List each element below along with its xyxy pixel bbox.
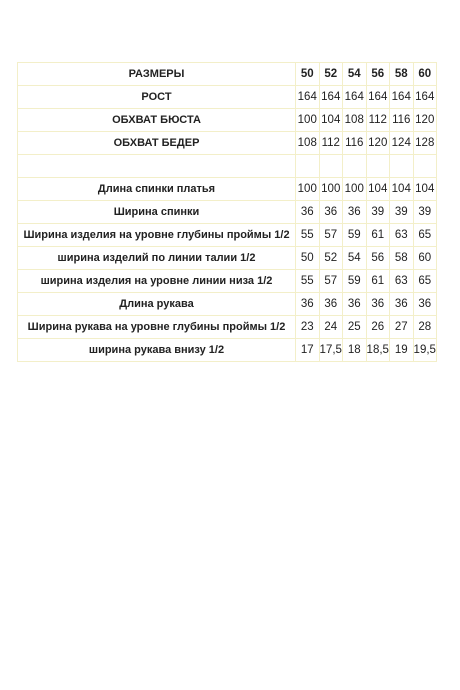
measurement-label: Длина рукава <box>18 293 296 316</box>
table-row <box>18 132 437 155</box>
size-value: 54 <box>343 63 367 86</box>
measurement-value: 164 <box>296 86 320 109</box>
measurement-value: 36 <box>319 293 343 316</box>
measurement-value: 58 <box>390 247 414 270</box>
measurement-value: 61 <box>366 224 390 247</box>
measurement-value: 55 <box>296 224 320 247</box>
table-row <box>18 201 437 224</box>
measurement-value: 23 <box>296 316 320 339</box>
table-row <box>18 109 437 132</box>
measurement-value: 36 <box>413 293 437 316</box>
measurement-value: 124 <box>390 132 414 155</box>
measurement-value: 100 <box>296 109 320 132</box>
sizes-header-label: РАЗМЕРЫ <box>18 63 296 86</box>
measurement-value: 112 <box>319 132 343 155</box>
measurement-value: 100 <box>296 178 320 201</box>
measurement-value: 27 <box>390 316 414 339</box>
size-value: 60 <box>413 63 437 86</box>
measurement-value: 55 <box>296 270 320 293</box>
measurement-value: 39 <box>390 201 414 224</box>
measurement-value: 59 <box>343 224 367 247</box>
measurement-value: 19 <box>390 339 414 362</box>
measurement-label: ОБХВАТ БЮСТА <box>18 109 296 132</box>
measurement-value <box>319 155 343 178</box>
size-chart-table <box>17 62 437 362</box>
measurement-value: 59 <box>343 270 367 293</box>
size-value: 56 <box>366 63 390 86</box>
measurement-label: Длина спинки платья <box>18 178 296 201</box>
measurement-value: 120 <box>413 109 437 132</box>
measurement-value <box>413 155 437 178</box>
measurement-value: 108 <box>296 132 320 155</box>
measurement-label: ОБХВАТ БЕДЕР <box>18 132 296 155</box>
measurement-value: 65 <box>413 224 437 247</box>
measurement-value: 17 <box>296 339 320 362</box>
measurement-value: 164 <box>319 86 343 109</box>
measurement-label: ширина изделия на уровне линии низа 1/2 <box>18 270 296 293</box>
measurement-value: 164 <box>366 86 390 109</box>
measurement-value <box>343 155 367 178</box>
measurement-label: ширина изделий по линии талии 1/2 <box>18 247 296 270</box>
measurement-value: 164 <box>343 86 367 109</box>
measurement-label: Ширина изделия на уровне глубины проймы 1/2 <box>18 224 296 247</box>
measurement-value: 24 <box>319 316 343 339</box>
measurement-value: 17,5 <box>319 339 343 362</box>
measurement-value: 100 <box>319 178 343 201</box>
measurement-value: 116 <box>343 132 367 155</box>
measurement-value: 18 <box>343 339 367 362</box>
measurement-value: 164 <box>390 86 414 109</box>
measurement-label: РОСТ <box>18 86 296 109</box>
measurement-value: 36 <box>390 293 414 316</box>
size-value: 52 <box>319 63 343 86</box>
table-row <box>18 316 437 339</box>
measurement-value: 164 <box>413 86 437 109</box>
measurement-value: 52 <box>319 247 343 270</box>
measurement-value: 50 <box>296 247 320 270</box>
measurement-value: 36 <box>366 293 390 316</box>
measurement-value: 65 <box>413 270 437 293</box>
table-spacer-row <box>18 155 437 178</box>
measurement-value: 116 <box>390 109 414 132</box>
measurement-value: 60 <box>413 247 437 270</box>
measurement-label: Ширина спинки <box>18 201 296 224</box>
measurement-value: 128 <box>413 132 437 155</box>
table-row <box>18 178 437 201</box>
measurement-value: 25 <box>343 316 367 339</box>
measurement-value: 120 <box>366 132 390 155</box>
measurement-value: 112 <box>366 109 390 132</box>
measurement-value: 104 <box>319 109 343 132</box>
measurement-value: 39 <box>413 201 437 224</box>
table-row <box>18 86 437 109</box>
table-header-row <box>18 63 437 86</box>
size-value: 58 <box>390 63 414 86</box>
measurement-value: 36 <box>319 201 343 224</box>
measurement-value: 39 <box>366 201 390 224</box>
measurement-value: 36 <box>343 201 367 224</box>
measurement-value: 19,5 <box>413 339 437 362</box>
table-row <box>18 339 437 362</box>
size-value: 50 <box>296 63 320 86</box>
measurement-value: 57 <box>319 224 343 247</box>
measurement-label: Ширина рукава на уровне глубины проймы 1/2 <box>18 316 296 339</box>
measurement-value: 104 <box>390 178 414 201</box>
table-row <box>18 224 437 247</box>
measurement-label: ширина рукава внизу 1/2 <box>18 339 296 362</box>
table-row <box>18 247 437 270</box>
measurement-value: 63 <box>390 224 414 247</box>
measurement-value: 100 <box>343 178 367 201</box>
measurement-value: 54 <box>343 247 367 270</box>
measurement-value: 61 <box>366 270 390 293</box>
measurement-value: 18,5 <box>366 339 390 362</box>
measurement-value: 104 <box>366 178 390 201</box>
measurement-value: 36 <box>296 293 320 316</box>
table-row <box>18 293 437 316</box>
measurement-value: 28 <box>413 316 437 339</box>
measurement-value <box>366 155 390 178</box>
measurement-value: 56 <box>366 247 390 270</box>
measurement-value: 36 <box>296 201 320 224</box>
measurement-value: 57 <box>319 270 343 293</box>
measurement-value: 104 <box>413 178 437 201</box>
measurement-value <box>390 155 414 178</box>
measurement-value: 108 <box>343 109 367 132</box>
table-row <box>18 270 437 293</box>
measurement-value <box>296 155 320 178</box>
measurement-label <box>18 155 296 178</box>
measurement-value: 36 <box>343 293 367 316</box>
measurement-value: 26 <box>366 316 390 339</box>
measurement-value: 63 <box>390 270 414 293</box>
